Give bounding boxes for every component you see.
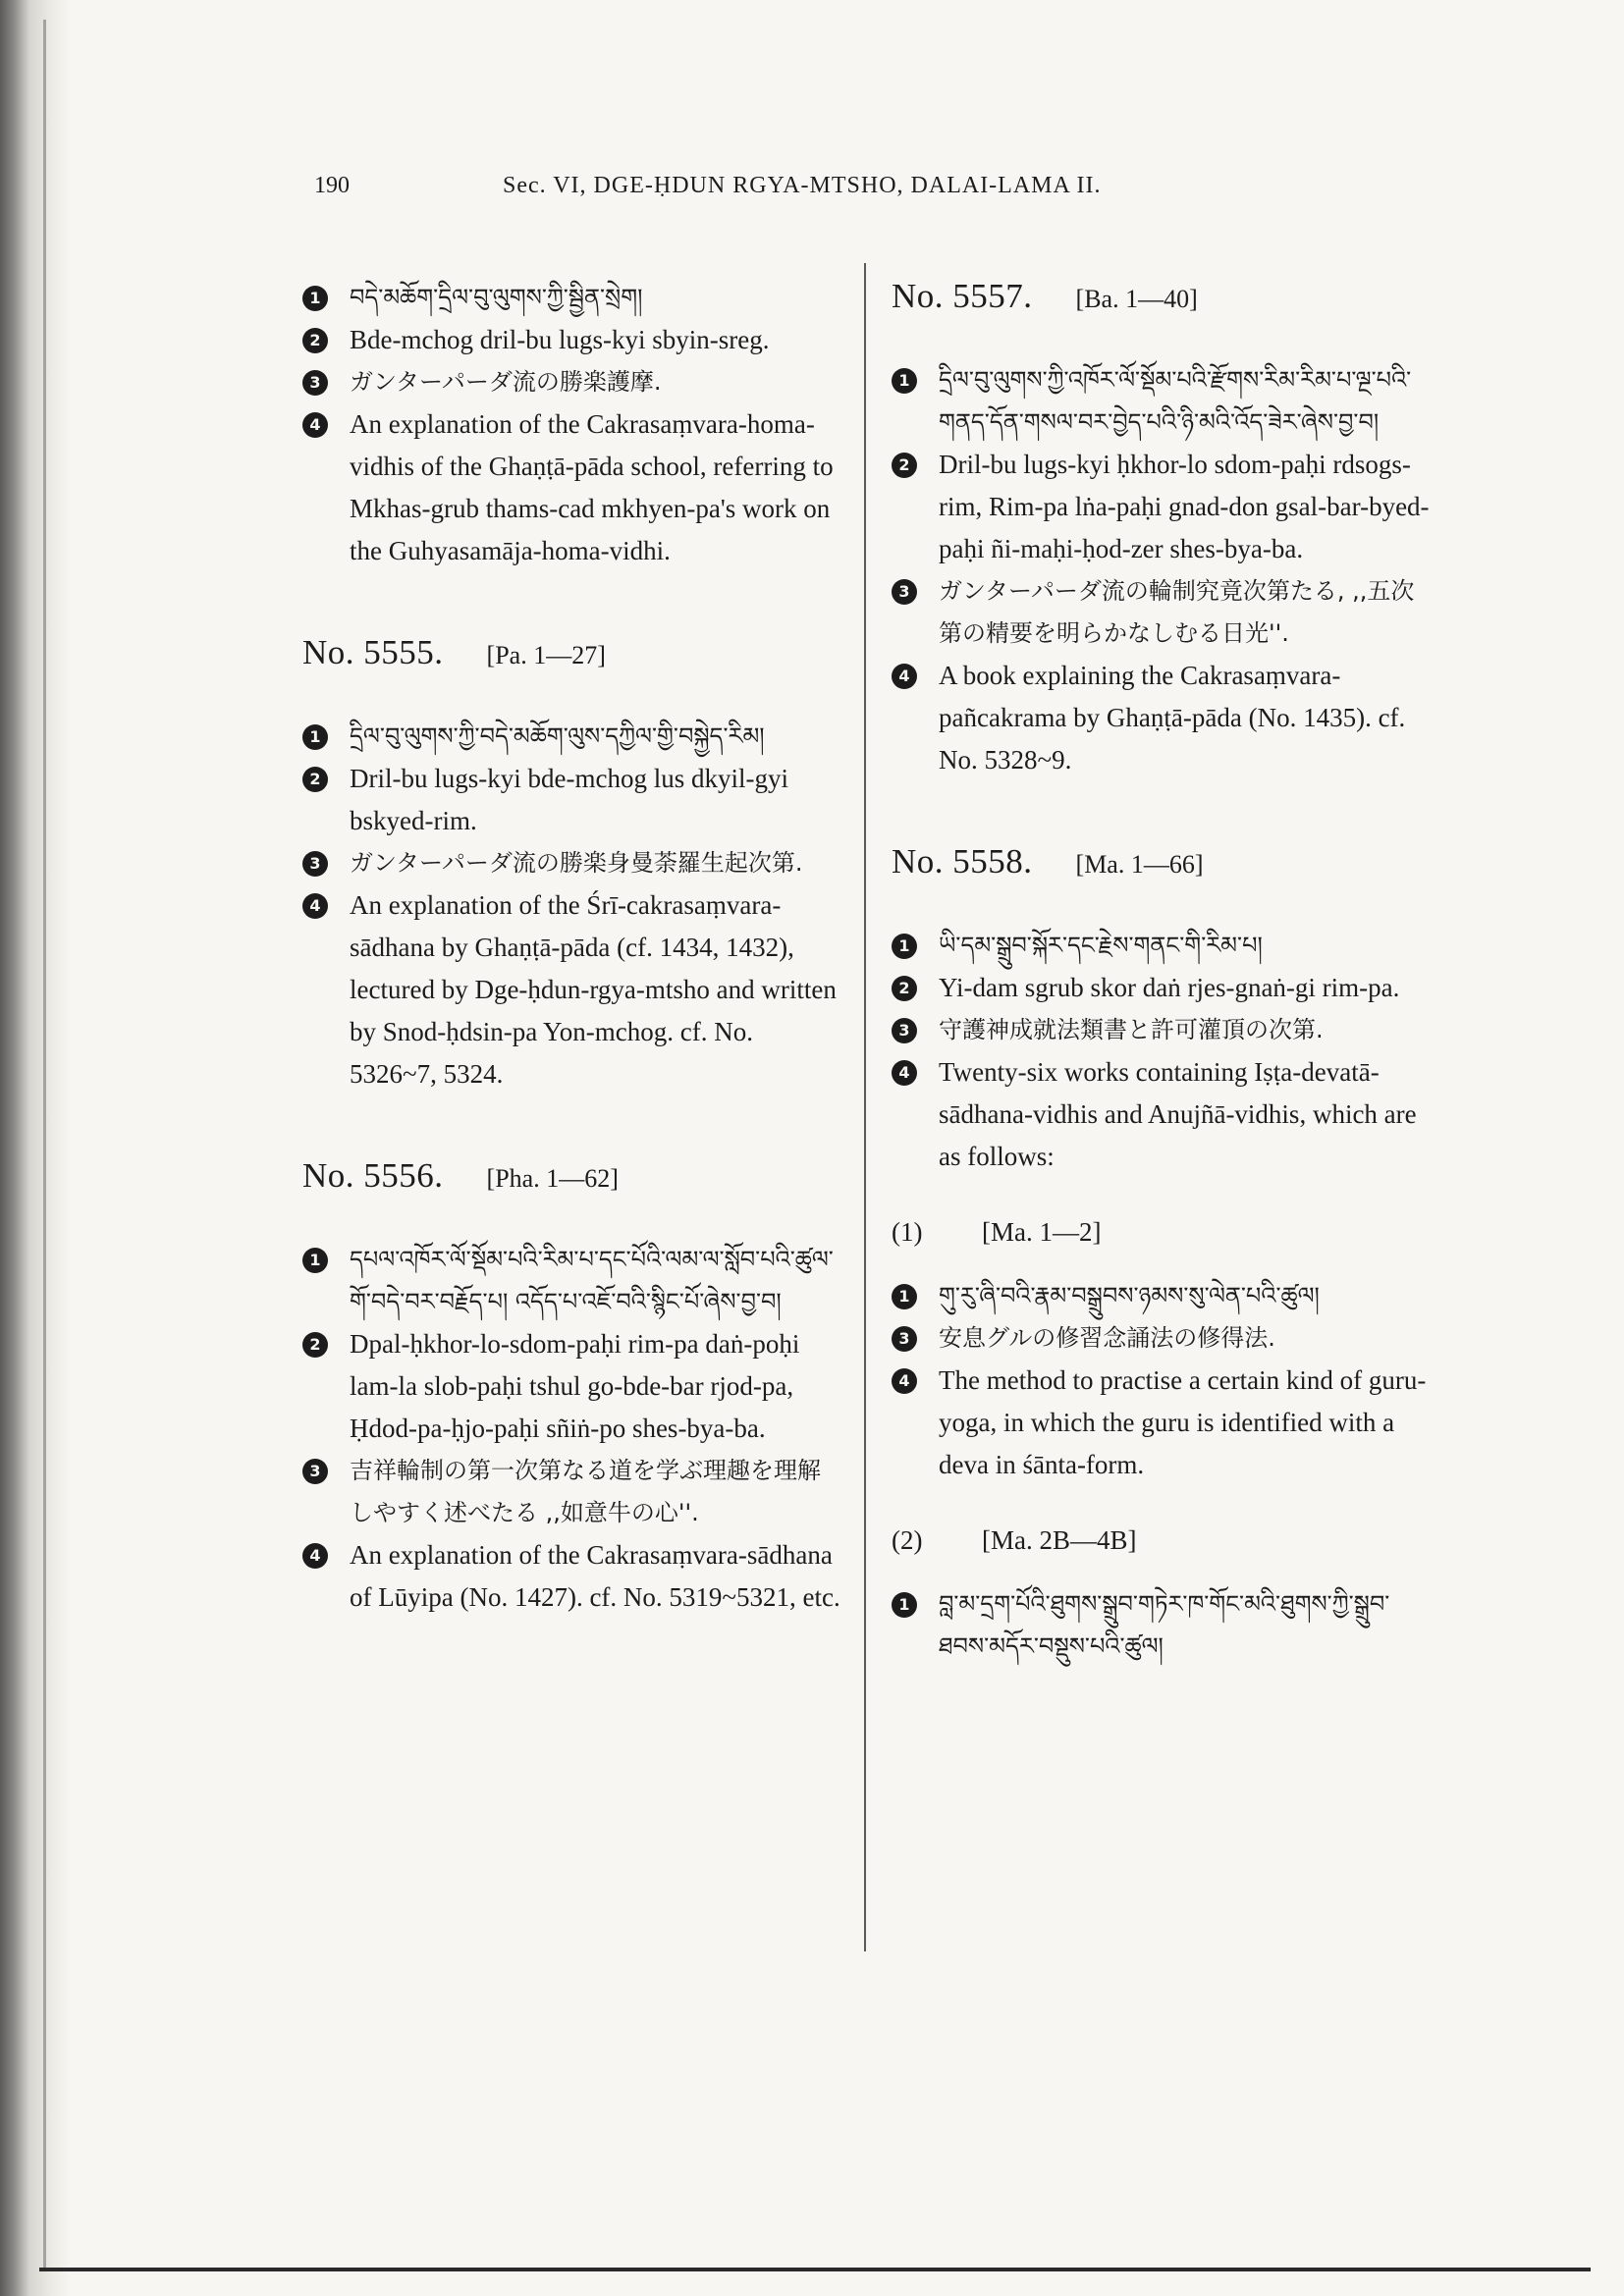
marker-3-icon: 3	[302, 370, 328, 396]
spine-line	[43, 20, 46, 2268]
sub-entry-reference: [Ma. 1—2]	[982, 1217, 1102, 1247]
entry-reference: [Ma. 1—66]	[1075, 850, 1204, 879]
right-column	[892, 277, 1430, 1668]
entry-tibetan	[892, 925, 1430, 967]
entry-romanized	[302, 1323, 840, 1450]
marker-3-icon: 3	[892, 1326, 917, 1352]
marker-2-icon: 2	[302, 1332, 328, 1358]
entry-tibetan	[302, 277, 840, 319]
sub-entry-heading-2	[892, 1520, 1430, 1562]
tibetan-title: དྲིལ་བུ་ལུགས་ཀྱི་བདེ་མཆོག་ལུས་དཀྱིལ་གྱི་བསྐྱེད་རིམ།	[350, 722, 765, 750]
entry-english	[892, 1051, 1430, 1178]
marker-2-icon: 2	[302, 328, 328, 353]
entry-english	[302, 1534, 840, 1619]
tibetan-title: དྲིལ་བུ་ལུགས་ཀྱི་འཁོར་ལོ་སྡོམ་པའི་རྫོགས་རིམ་རིམ་པ་ལྔ་པའི་གནད་དོན་གསལ་བར་བྱེད་པའི་ཉི་མའི་འོད་ཟེར་ཞེས་བྱ་བ།	[939, 366, 1412, 436]
marker-1-icon: 1	[892, 368, 917, 394]
entry-tibetan	[892, 1583, 1430, 1668]
left-column	[302, 277, 840, 1619]
entry-reference: [Pa. 1—27]	[486, 641, 606, 669]
romanized-title: Dril-bu lugs-kyi bde-mchog lus dkyil-gyi bskyed-rim.	[350, 764, 788, 835]
entry-japanese	[302, 842, 840, 884]
entry-reference: [Ba. 1—40]	[1075, 285, 1198, 313]
sub-entry-number: (2)	[892, 1525, 923, 1555]
entry-heading-5557	[892, 277, 1430, 316]
entry-heading-5556	[302, 1156, 840, 1196]
marker-3-icon: 3	[302, 851, 328, 877]
entry-number: No. 5557.	[892, 277, 1033, 315]
marker-1-icon: 1	[892, 1592, 917, 1618]
entry-english	[302, 884, 840, 1095]
entry-tibetan	[302, 1239, 840, 1323]
entry-tibetan	[892, 359, 1430, 444]
entry-japanese	[302, 361, 840, 403]
entry-number: No. 5555.	[302, 633, 444, 671]
entry-english	[302, 403, 840, 572]
romanized-title: Bde-mchog dril-bu lugs-kyi sbyin-sreg.	[350, 325, 770, 354]
marker-4-icon: 4	[892, 664, 917, 689]
page-bottom-edge	[39, 2268, 1591, 2271]
marker-4-icon: 4	[302, 893, 328, 919]
marker-4-icon: 4	[892, 1368, 917, 1394]
tibetan-title: དཔལ་འཁོར་ལོ་སྡོམ་པའི་རིམ་པ་དང་པོའི་ལམ་ལ་སློབ་པའི་ཚུལ་གོ་བདེ་བར་བརྗོད་པ། འདོད་པ་འཇོ་བའི་སྙིང་པོ་ཞེས་བྱ་བ།	[350, 1246, 834, 1315]
page-header	[314, 173, 1375, 212]
japanese-title: 守護神成就法類書と許可灌頂の次第.	[939, 1016, 1324, 1043]
marker-4-icon: 4	[302, 412, 328, 438]
marker-4-icon: 4	[302, 1543, 328, 1569]
marker-1-icon: 1	[892, 1284, 917, 1309]
tibetan-title: ཡི་དམ་སྒྲུབ་སྐོར་དང་རྗེས་གནང་གི་རིམ་པ།	[939, 932, 1263, 959]
marker-2-icon: 2	[892, 976, 917, 1001]
page-spine-shadow	[0, 0, 71, 2296]
page-number: 190	[314, 173, 350, 198]
english-description: An explanation of the Cakrasaṃvara-homa-vidhis of the Ghaṇṭā-pāda school, referring to Mkhas-grub thams-cad mkhyen-pa's work on the Guhyasamāja-homa-vidhi.	[350, 409, 834, 565]
marker-1-icon: 1	[302, 1248, 328, 1273]
marker-1-icon: 1	[302, 286, 328, 311]
marker-4-icon: 4	[892, 1060, 917, 1086]
romanized-title: Dpal-ḥkhor-lo-sdom-paḥi rim-pa daṅ-poḥi lam-la slob-paḥi tshul go-bde-bar rjod-pa, Ḥdod-pa-ḥjo-paḥi sñiṅ-po shes-bya-ba.	[350, 1329, 800, 1443]
entry-japanese	[892, 570, 1430, 655]
entry-tibetan	[892, 1275, 1430, 1317]
tibetan-title: བདེ་མཆོག་དྲིལ་བུ་ལུགས་ཀྱི་སྦྱིན་སྲེག།	[350, 284, 643, 311]
entry-reference: [Pha. 1—62]	[486, 1164, 619, 1193]
sub-entry-reference: [Ma. 2B—4B]	[982, 1525, 1137, 1555]
marker-3-icon: 3	[892, 1018, 917, 1043]
marker-2-icon: 2	[302, 767, 328, 792]
entry-japanese	[302, 1450, 840, 1534]
marker-3-icon: 3	[892, 579, 917, 605]
english-description: An explanation of the Cakrasaṃvara-sādhana of Lūyipa (No. 1427). cf. No. 5319~5321, etc.	[350, 1540, 840, 1612]
entry-number: No. 5556.	[302, 1156, 444, 1195]
running-head: Sec. VI, DGE-ḤDUN RGYA-MTSHO, DALAI-LAMA II.	[503, 173, 1102, 198]
marker-2-icon: 2	[892, 453, 917, 478]
marker-3-icon: 3	[302, 1459, 328, 1484]
entry-romanized	[892, 444, 1430, 570]
entry-japanese	[892, 1317, 1430, 1360]
english-description: A book explaining the Cakrasaṃvara-pañcakrama by Ghaṇṭā-pāda (No. 1435). cf. No. 5328~9.	[939, 661, 1406, 774]
entry-japanese	[892, 1009, 1430, 1051]
entry-romanized	[892, 967, 1430, 1009]
english-description: Twenty-six works containing Iṣṭa-devatā-sādhana-vidhis and Anujñā-vidhis, which are as follows:	[939, 1057, 1417, 1171]
sub-entry-number: (1)	[892, 1217, 923, 1247]
romanized-title: Dril-bu lugs-kyi ḥkhor-lo sdom-paḥi rdsogs-rim, Rim-pa lṅa-paḥi gnad-don gsal-bar-byed-paḥi ñi-maḥi-ḥod-zer shes-bya-ba.	[939, 450, 1430, 563]
sub-entry-heading-1	[892, 1211, 1430, 1254]
english-description: The method to practise a certain kind of guru-yoga, in which the guru is identified with a deva in śānta-form.	[939, 1365, 1427, 1479]
japanese-title: 吉祥輪制の第一次第なる道を学ぶ理趣を理解しやすく述べたる ,,如意牛の心''.	[350, 1457, 821, 1526]
tibetan-title: བླ་མ་དྲག་པོའི་ཐུགས་སྒྲུབ་གཏེར་ཁ་གོང་མའི་ཐུགས་ཀྱི་སྒྲུབ་ཐབས་མདོར་བསྡུས་པའི་ཚུལ།	[939, 1590, 1390, 1660]
japanese-title: ガンターパーダ流の勝楽身曼荼羅生起次第.	[350, 849, 803, 877]
entry-heading-5555	[302, 633, 840, 672]
entry-tibetan	[302, 716, 840, 758]
entry-number: No. 5558.	[892, 842, 1033, 881]
japanese-title: ガンターパーダ流の輪制究竟次第たる, ,,五次第の精要を明らかなしむる日光''.	[939, 577, 1415, 647]
entry-english	[892, 655, 1430, 781]
entry-romanized	[302, 319, 840, 361]
column-divider	[864, 263, 866, 1951]
entry-heading-5558	[892, 842, 1430, 881]
japanese-title: 安息グルの修習念誦法の修得法.	[939, 1324, 1275, 1352]
entry-english	[892, 1360, 1430, 1486]
entry-romanized	[302, 758, 840, 842]
marker-1-icon: 1	[892, 934, 917, 959]
marker-1-icon: 1	[302, 724, 328, 750]
romanized-title: Yi-dam sgrub skor daṅ rjes-gnaṅ-gi rim-pa.	[939, 973, 1400, 1002]
tibetan-title: གུ་རུ་ཞི་བའི་རྣམ་བསྒྲུབས་ཉམས་སུ་ལེན་པའི་ཚུལ།	[939, 1282, 1320, 1309]
japanese-title: ガンターパーダ流の勝楽護摩.	[350, 368, 662, 396]
english-description: An explanation of the Śrī-cakrasaṃvara-sādhana by Ghaṇṭā-pāda (cf. 1434, 1432), lectured by Dge-ḥdun-rgya-mtsho and written by Snod-ḥdsin-pa Yon-mchog. cf. No. 5326~7, 5324.	[350, 890, 837, 1089]
